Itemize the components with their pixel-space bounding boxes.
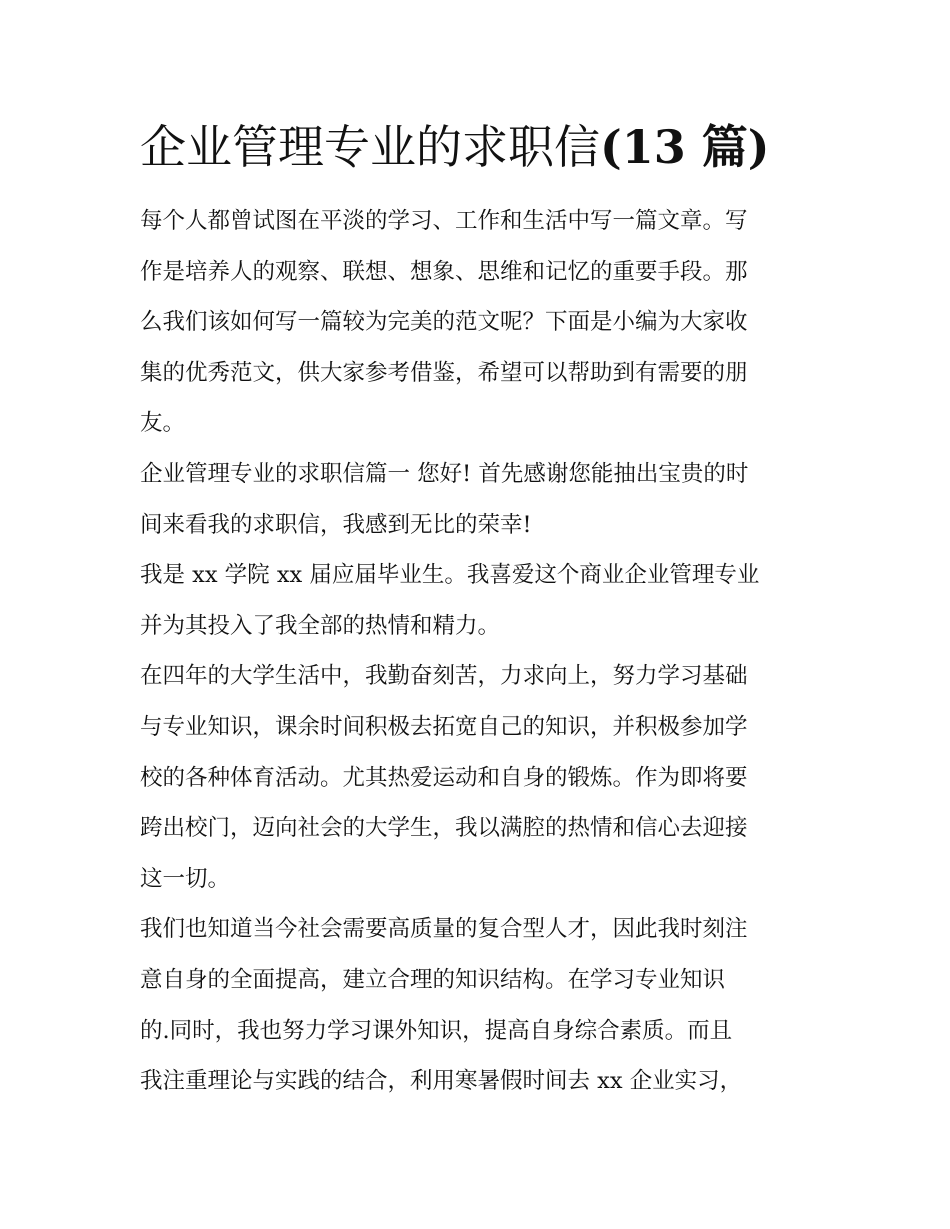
text-line: 间来看我的求职信，我感到无比的荣幸! xyxy=(140,511,532,538)
text-line: 友。 xyxy=(140,410,186,437)
text-line: 每个人都曾试图在平淡的学习、工作和生活中写一篇文章。写 xyxy=(140,208,748,234)
text-line: 意自身的全面提高，建立合理的知识结构。在学习专业知识 xyxy=(140,966,726,993)
title-text: 企业管理专业的求职信 xyxy=(140,120,600,174)
text-line: 的.同时，我也努力学习课外知识，提高自身综合素质。而且 xyxy=(140,1017,733,1044)
text-line: 在四年的大学生活中，我勤奋刻苦，力求向上，努力学习基础 xyxy=(140,663,748,690)
text-line: 么我们该如何写一篇较为完美的范文呢？下面是小编为大家收 xyxy=(140,309,748,336)
text-line: 这一切。 xyxy=(140,865,231,892)
page-title xyxy=(140,116,840,178)
text-line: 我是 xx 学院 xx 届应届毕业生。我喜爱这个商业企业管理专业 xyxy=(140,562,760,589)
title-count: (13 篇) xyxy=(600,120,770,174)
text-line: 与专业知识，课余时间积极去拓宽自己的知识，并积极参加学 xyxy=(140,713,748,740)
text-line: 校的各种体育活动。尤其热爱运动和自身的锻炼。作为即将要 xyxy=(140,764,748,791)
text-line: 跨出校门，迈向社会的大学生，我以满腔的热情和信心去迎接 xyxy=(140,815,748,842)
text-line: 我们也知道当今社会需要高质量的复合型人才，因此我时刻注 xyxy=(140,916,748,943)
document-body xyxy=(140,196,815,1107)
text-line: 并为其投入了我全部的热情和精力。 xyxy=(140,612,501,639)
text-line: 集的优秀范文，供大家参考借鉴，希望可以帮助到有需要的朋 xyxy=(140,359,748,386)
text-line: 企业管理专业的求职信篇一 您好! 首先感谢您能抽出宝贵的时 xyxy=(140,460,749,487)
text-line: 我注重理论与实践的结合，利用寒暑假时间去 xx 企业实习， xyxy=(140,1068,743,1095)
text-line: 作是培养人的观察、联想、想象、思维和记忆的重要手段。那 xyxy=(140,258,748,285)
